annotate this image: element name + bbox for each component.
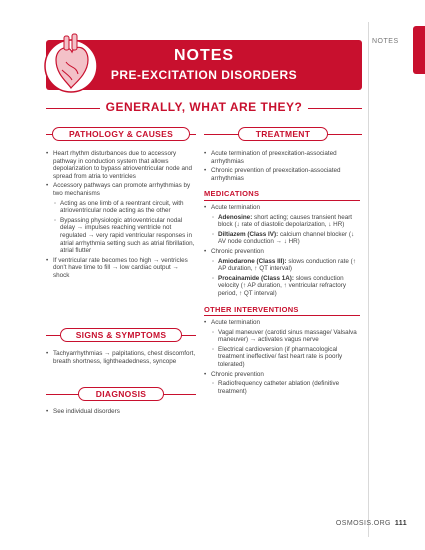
heart-icon xyxy=(42,30,100,94)
drug-description: calcium channel blocker (↓ AV node conduction → ↓ HR) xyxy=(218,230,355,246)
drug-description: slows conduction velocity (↑ AP duration, ↑ ventricular refractory period, ↑ QT interval) xyxy=(218,274,346,297)
list-item: • If ventricular rate becomes too high → ventricles don't have time to fill → low cardiac output → shock xyxy=(46,257,196,280)
banner-title: NOTES xyxy=(173,47,235,64)
pathology-heading: PATHOLOGY & CAUSES xyxy=(52,127,190,141)
list-item: • Acute termination of preexcitation-associated arrhythmias xyxy=(204,150,360,165)
sub-list-item: ◦ Vagal maneuver (carotid sinus massage/ Valsalva maneuver) → activates vagus nerve xyxy=(212,329,360,344)
list-item: • Chronic prevention xyxy=(204,371,360,379)
sub-list-item: ◦ Acting as one limb of a reentrant circuit, with atrioventricular node acting as the other xyxy=(54,200,196,215)
list-item: • See individual disorders xyxy=(46,408,196,416)
list-item: • Accessory pathways can promote arrhythmias by two mechanisms xyxy=(46,182,196,197)
treatment-section xyxy=(204,150,360,397)
other-interventions-rule xyxy=(204,315,360,316)
pathology-section xyxy=(46,150,196,282)
sidebar-divider xyxy=(368,22,369,537)
general-heading: GENERALLY, WHAT ARE THEY? xyxy=(100,100,309,114)
side-label: NOTES xyxy=(372,38,399,45)
banner-subtitle: PRE-EXCITATION DISORDERS xyxy=(110,68,298,82)
list-item: • Acute termination xyxy=(204,319,360,327)
drug-name: Amiodarone (Class III): xyxy=(218,257,287,265)
list-item: • Heart rhythm disturbances due to accessory pathway in conduction system that allows depolarization to bypass atrioventricular node and spread from atria to ventricles xyxy=(46,150,196,180)
list-item: • Acute termination xyxy=(204,204,360,212)
treatment-heading: TREATMENT xyxy=(238,127,328,141)
diagnosis-heading: DIAGNOSIS xyxy=(78,387,164,401)
sub-list-item xyxy=(212,214,360,229)
sub-list-item: ◦ Radiofrequency catheter ablation (definitive treatment) xyxy=(212,380,360,395)
drug-name: Procainamide (Class 1A): xyxy=(218,274,294,282)
drug-name: Adenosine: xyxy=(218,213,253,221)
list-item: • Chronic prevention xyxy=(204,248,360,256)
other-interventions-heading: OTHER INTERVENTIONS xyxy=(204,304,299,314)
general-heading-row xyxy=(46,100,362,116)
medications-rule xyxy=(204,200,360,201)
page-footer xyxy=(336,520,407,527)
list-item: • Tachyarrhythmias → palpitations, chest discomfort, breath shortness, lightheadedness, syncope xyxy=(46,350,196,365)
sub-list-item: ◦ Electrical cardioversion (if pharmacological treatment ineffective/ fast heart rate is poorly tolerated) xyxy=(212,346,360,369)
sub-list-item xyxy=(212,275,360,298)
drug-description: slows conduction rate (↑ AP duration, ↑ QT interval) xyxy=(218,257,356,273)
signs-section xyxy=(46,350,196,367)
general-heading-container xyxy=(46,100,362,114)
footer-site: OSMOSIS.ORG xyxy=(335,520,391,527)
sub-list-item xyxy=(212,231,360,246)
signs-heading: SIGNS & SYMPTOMS xyxy=(60,328,182,342)
page-number: 111 xyxy=(394,520,407,527)
drug-name: Diltiazem (Class IV): xyxy=(218,230,279,238)
drug-description: short acting; causes transient heart block (↓ rate of diastolic depolarization, ↓ HR) xyxy=(218,213,353,229)
diagnosis-section xyxy=(46,408,196,418)
sub-list-item: ◦ Bypassing physiologic atrioventricular nodal delay → impulses reaching ventricle not regulated → very rapid ventricular responses in atrial arrhythmia setting such as atrial fibrillation, atrial flutter xyxy=(54,217,196,255)
medications-heading: MEDICATIONS xyxy=(204,189,260,199)
side-tab-marker xyxy=(413,26,425,74)
list-item: • Chronic prevention of preexcitation-associated arrhythmias xyxy=(204,167,360,182)
sub-list-item xyxy=(212,258,360,273)
